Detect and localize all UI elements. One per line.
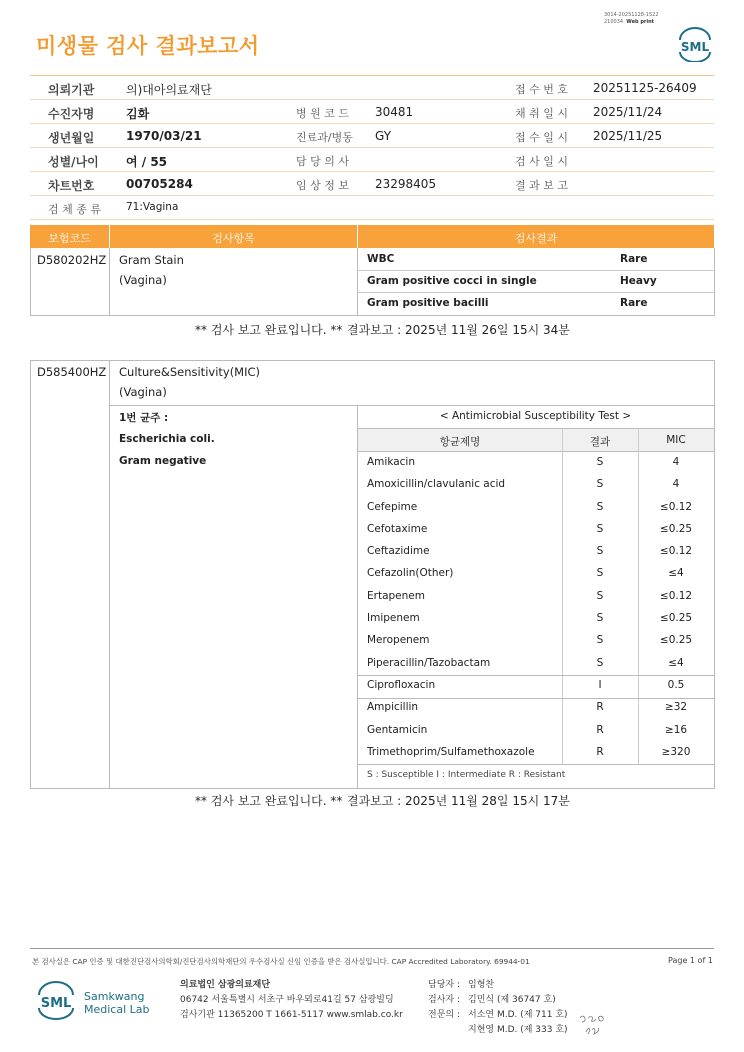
result-value: Heavy [620, 275, 657, 287]
patient-info-table [30, 75, 714, 220]
info-row: 성별/나이 여 / 55 담 당 의 사 검 사 일 시 [30, 148, 714, 172]
print-id: 3014-20251128-1522 210034 Web print [604, 12, 659, 25]
antibiotic-result: S [596, 567, 604, 580]
ast-column-header: 항균제명 결과 MIC [358, 428, 714, 452]
antibiotic-name: Ampicillin [367, 701, 419, 714]
sml-logo [36, 980, 76, 1020]
antibiotic-name: Amikacin [367, 456, 416, 468]
antibiotic-table [357, 451, 714, 763]
antibiotic-mic: ≤4 [668, 656, 684, 669]
antibiotic-result: I [598, 678, 602, 691]
antibiotic-row [357, 629, 714, 651]
antibiotic-name: Imipenem [367, 612, 420, 625]
completion-note: ** 검사 보고 완료입니다. ** [195, 323, 343, 337]
antibiotic-name: Cefepime [367, 500, 418, 513]
antibiotic-mic: ≥16 [664, 723, 688, 736]
antibiotic-name: Ceftazidime [367, 545, 430, 558]
completion-note: ** 검사 보고 완료입니다. ** [195, 794, 343, 808]
result-name: WBC [367, 253, 395, 265]
antibiotic-row [357, 585, 714, 607]
antibiotic-result: S [596, 545, 604, 558]
insurance-code: D585400HZ [37, 365, 107, 379]
certification-note: 본 검사실은 CAP 인증 및 대한진단검사의학회/진단검사의학재단의 우수검사실 신임 인증을 받은 검사실입니다. CAP Accredited Laboratory. 69944-01 [32, 957, 530, 966]
antibiotic-mic: ≤0.12 [659, 589, 693, 602]
antibiotic-row [357, 652, 714, 674]
svg-text:SML: SML [40, 996, 72, 1011]
staff-names: 임형찬 김민식 (제 36747 호) 서소연 M.D. (제 711 호) 지현영 M.D. (제 333 호) [468, 980, 568, 1035]
antibiotic-name: Ciprofloxacin [367, 678, 436, 691]
antibiotic-row [357, 496, 714, 518]
antibiotic-mic: ≥320 [661, 745, 691, 758]
susceptibility-legend: S : Susceptible I : Intermediate R : Resistant [367, 770, 566, 780]
info-row: 차트번호 00705284 임 상 정 보 23298405 결 과 보 고 [30, 172, 714, 196]
antibiotic-result: S [596, 456, 604, 468]
report-title: 미생물 검사 결과보고서 [36, 34, 260, 58]
antibiotic-mic: ≤0.12 [659, 500, 693, 513]
antibiotic-row [357, 451, 714, 473]
info-row: 검 체 종 류 71:Vagina [30, 196, 714, 220]
antibiotic-result: S [596, 612, 604, 625]
strain-label: 1번 균주 : [119, 412, 169, 424]
info-row: 수진자명 김화 병 원 코 드 30481 채 취 일 시 2025/11/24 [30, 100, 714, 124]
result-value: Rare [620, 297, 648, 309]
antibiotic-result: S [596, 656, 604, 669]
antibiotic-row [357, 696, 714, 718]
antibiotic-mic: ≤0.25 [659, 634, 693, 647]
antibiotic-row [357, 518, 714, 540]
antibiotic-result: S [596, 634, 604, 647]
antibiotic-mic: ≤0.12 [659, 545, 693, 558]
test-name: Gram Stain [119, 253, 184, 267]
specimen: (Vagina) [119, 385, 167, 399]
page-number: Page 1 of 1 [668, 956, 713, 965]
result-name: Gram positive cocci in single [367, 275, 537, 287]
antibiotic-result: S [596, 500, 604, 513]
antibiotic-row [357, 540, 714, 562]
antibiotic-mic: ≤4 [668, 567, 684, 580]
logo-text: Samkwang Medical Lab [84, 990, 150, 1016]
antibiotic-name: Ertapenem [367, 589, 425, 602]
gram-type: Gram negative [119, 455, 207, 467]
antibiotic-mic: 4 [672, 456, 680, 468]
antibiotic-row [357, 473, 714, 495]
antibiotic-mic: ≥32 [664, 701, 688, 714]
insurance-code: D580202HZ [37, 253, 107, 267]
antibiotic-row [357, 562, 714, 584]
ast-title: < Antimicrobial Susceptibility Test > [439, 410, 632, 422]
org-info: 의료법인 삼광의료재단 06742 서울특별시 서초구 바우뫼로41길 57 삼광빌딩 검사기관 11365200 T 1661-5117 www.smlab.co.kr [180, 980, 403, 1020]
antibiotic-mic: ≤0.25 [659, 522, 693, 535]
antibiotic-mic: ≤0.25 [659, 612, 693, 625]
antibiotic-result: S [596, 589, 604, 602]
svg-text:SML: SML [680, 40, 710, 54]
antibiotic-name: Cefazolin(Other) [367, 567, 454, 580]
test-name: Culture&Sensitivity(MIC) [119, 365, 261, 379]
antibiotic-name: Piperacillin/Tazobactam [367, 656, 491, 669]
sml-logo [676, 26, 714, 62]
antibiotic-row [357, 719, 714, 741]
antibiotic-mic: 4 [672, 478, 680, 491]
antibiotic-result: S [596, 478, 604, 491]
antibiotic-row [357, 674, 714, 696]
info-row: 생년월일 1970/03/21 진료과/병동 GY 접 수 일 시 2025/11/25 [30, 124, 714, 148]
result-value: Rare [620, 253, 648, 265]
report-time: 결과보고 : 2025년 11월 28일 15시 17분 [347, 794, 570, 808]
antibiotic-result: R [596, 745, 604, 758]
info-row: 의뢰기관 의)대아의료재단 접 수 번 호 20251125-26409 [30, 76, 714, 100]
antibiotic-result: S [596, 522, 604, 535]
specimen: (Vagina) [119, 273, 167, 287]
antibiotic-row [357, 607, 714, 629]
antibiotic-name: Gentamicin [367, 723, 428, 736]
antibiotic-mic: 0.5 [667, 678, 685, 691]
staff-labels: 담당자 : 검사자 : 전문의 : [428, 980, 460, 1020]
organism-name: Escherichia coli. [119, 433, 215, 445]
report-time: 결과보고 : 2025년 11월 26일 15시 34분 [347, 323, 570, 337]
antibiotic-name: Trimethoprim/Sulfamethoxazole [367, 745, 535, 758]
antibiotic-row [357, 741, 714, 763]
result-name: Gram positive bacilli [367, 297, 489, 309]
antibiotic-name: Amoxicillin/clavulanic acid [367, 478, 506, 491]
results-table-header: 보험코드 검사항목 검사결과 [30, 225, 714, 248]
antibiotic-name: Cefotaxime [367, 522, 428, 535]
antibiotic-result: R [596, 701, 604, 714]
signature [578, 1010, 618, 1040]
antibiotic-name: Meropenem [367, 634, 430, 647]
antibiotic-result: R [596, 723, 604, 736]
